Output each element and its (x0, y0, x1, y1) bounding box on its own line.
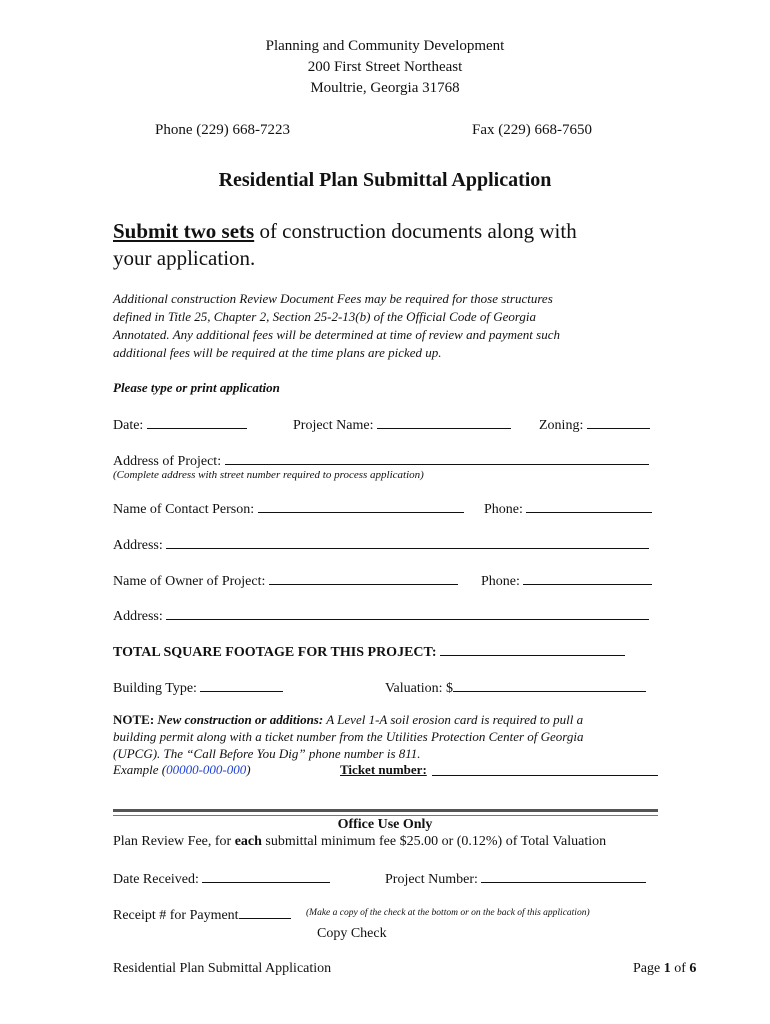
zoning-input[interactable] (587, 415, 650, 429)
building-type-field (113, 678, 283, 697)
owner-address-field (113, 606, 649, 625)
valuation-label: Valuation: $ (385, 681, 454, 696)
valuation-field (385, 678, 646, 697)
project-number-label: Project Number: (385, 872, 478, 887)
fee-notice-line: defined in Title 25, Chapter 2, Section 25-2-13(b) of the Official Code of Georgia (113, 309, 537, 324)
contact-address-label: Address: (113, 538, 163, 553)
print-instruction: Please type or print application (113, 380, 280, 395)
date-received-field (113, 869, 330, 888)
owner-phone-field (481, 571, 652, 590)
city-state-zip: Moultrie, Georgia 31768 (310, 80, 460, 96)
street-address: 200 First Street Northeast (307, 59, 463, 75)
fee-notice-line: Additional construction Review Document Fees may be required for those structures (113, 291, 553, 306)
total-sqft-input[interactable] (440, 642, 625, 656)
owner-phone-input[interactable] (523, 571, 652, 585)
valuation-input[interactable] (453, 678, 646, 692)
project-number-field (385, 869, 646, 888)
note-line1-rest: A Level 1-A soil erosion card is required to pull a (323, 712, 584, 727)
total-sqft-label: TOTAL SQUARE FOOTAGE FOR THIS PROJECT: (113, 645, 437, 660)
footer-title: Residential Plan Submittal Application (113, 961, 332, 976)
project-name-field (293, 415, 511, 434)
submit-bold: Submit two sets (113, 219, 255, 243)
fee-notice (113, 290, 560, 362)
building-type-input[interactable] (200, 678, 283, 692)
form-title: Residential Plan Submittal Application (218, 169, 552, 191)
fee-rest: submittal minimum fee $25.00 or (0.12%) of Total Valuation (261, 834, 607, 849)
contact-phone-label: Phone: (484, 502, 523, 517)
erosion-note (113, 711, 673, 762)
address-note: (Complete address with street number required to process application) (113, 469, 424, 481)
note-label: NOTE: (113, 712, 155, 727)
example-prefix: Example ( (113, 762, 167, 777)
ticket-number-label: Ticket number: (340, 762, 427, 777)
page-indicator (633, 961, 696, 977)
owner-input[interactable] (269, 571, 458, 585)
page-number: 1 (663, 961, 671, 976)
phone-number: Phone (229) 668-7223 (155, 122, 290, 138)
note-line-3: (UPCG). The “Call Before You Dig” phone number is 811. (113, 746, 421, 761)
receipt-input[interactable] (239, 905, 291, 919)
note-bold-italic: New construction or additions: (157, 712, 324, 727)
fax-number: Fax (229) 668-7650 (472, 122, 592, 138)
contact-phone-input[interactable] (526, 499, 652, 513)
contact-phone-field (484, 499, 652, 518)
page-mid: of (670, 961, 690, 976)
project-number-input[interactable] (481, 869, 646, 883)
example-value: 00000-000-000 (166, 762, 247, 777)
date-field (113, 415, 247, 434)
org-name: Planning and Community Development (265, 38, 505, 54)
receipt-field (113, 905, 291, 924)
fee-prefix: Plan Review Fee, for (113, 834, 235, 849)
project-address-input[interactable] (225, 451, 649, 465)
contact-person-field (113, 499, 464, 518)
date-received-label: Date Received: (113, 872, 199, 887)
project-address-field (113, 451, 649, 470)
receipt-note: (Make a copy of the check at the bottom or on the back of this application) (306, 908, 590, 918)
zoning-label: Zoning: (539, 418, 584, 433)
owner-address-label: Address: (113, 609, 163, 624)
fee-notice-line: additional fees will be required at the time plans are picked up. (113, 345, 442, 360)
plan-review-fee (113, 834, 606, 850)
office-divider-thick (113, 809, 658, 812)
contact-address-field (113, 535, 649, 554)
note-line-1 (113, 711, 673, 728)
contact-address-input[interactable] (166, 535, 649, 549)
date-received-input[interactable] (202, 869, 330, 883)
page-total: 6 (689, 961, 697, 976)
office-use-heading: Office Use Only (337, 817, 433, 832)
fee-notice-line: Annotated. Any additional fees will be determined at time of review and payment such (113, 327, 560, 342)
contact-person-input[interactable] (258, 499, 464, 513)
submit-rest: of construction documents along with (254, 219, 577, 243)
owner-field (113, 571, 458, 590)
fee-bold: each (234, 834, 262, 849)
ticket-number-field (340, 762, 427, 778)
project-name-input[interactable] (377, 415, 511, 429)
submit-instruction (113, 219, 577, 244)
date-label: Date: (113, 418, 144, 433)
zoning-field (539, 415, 650, 434)
total-sqft-field (113, 642, 625, 661)
example-suffix: ) (246, 762, 251, 777)
project-address-label: Address of Project: (113, 454, 222, 469)
page-prefix: Page (633, 961, 664, 976)
contact-person-label: Name of Contact Person: (113, 502, 255, 517)
example-line (113, 762, 251, 778)
submit-line2: your application. (113, 246, 256, 270)
owner-phone-label: Phone: (481, 574, 520, 589)
project-name-label: Project Name: (293, 418, 374, 433)
ticket-number-input[interactable] (432, 775, 658, 776)
office-divider-thin (113, 815, 658, 816)
note-line-2: building permit along with a ticket number from the Utilities Protection Center of Georgia (113, 729, 584, 744)
receipt-label: Receipt # for Payment (113, 908, 239, 923)
date-input[interactable] (147, 415, 247, 429)
copy-check: Copy Check (317, 926, 387, 941)
owner-label: Name of Owner of Project: (113, 574, 266, 589)
building-type-label: Building Type: (113, 681, 197, 696)
owner-address-input[interactable] (166, 606, 649, 620)
